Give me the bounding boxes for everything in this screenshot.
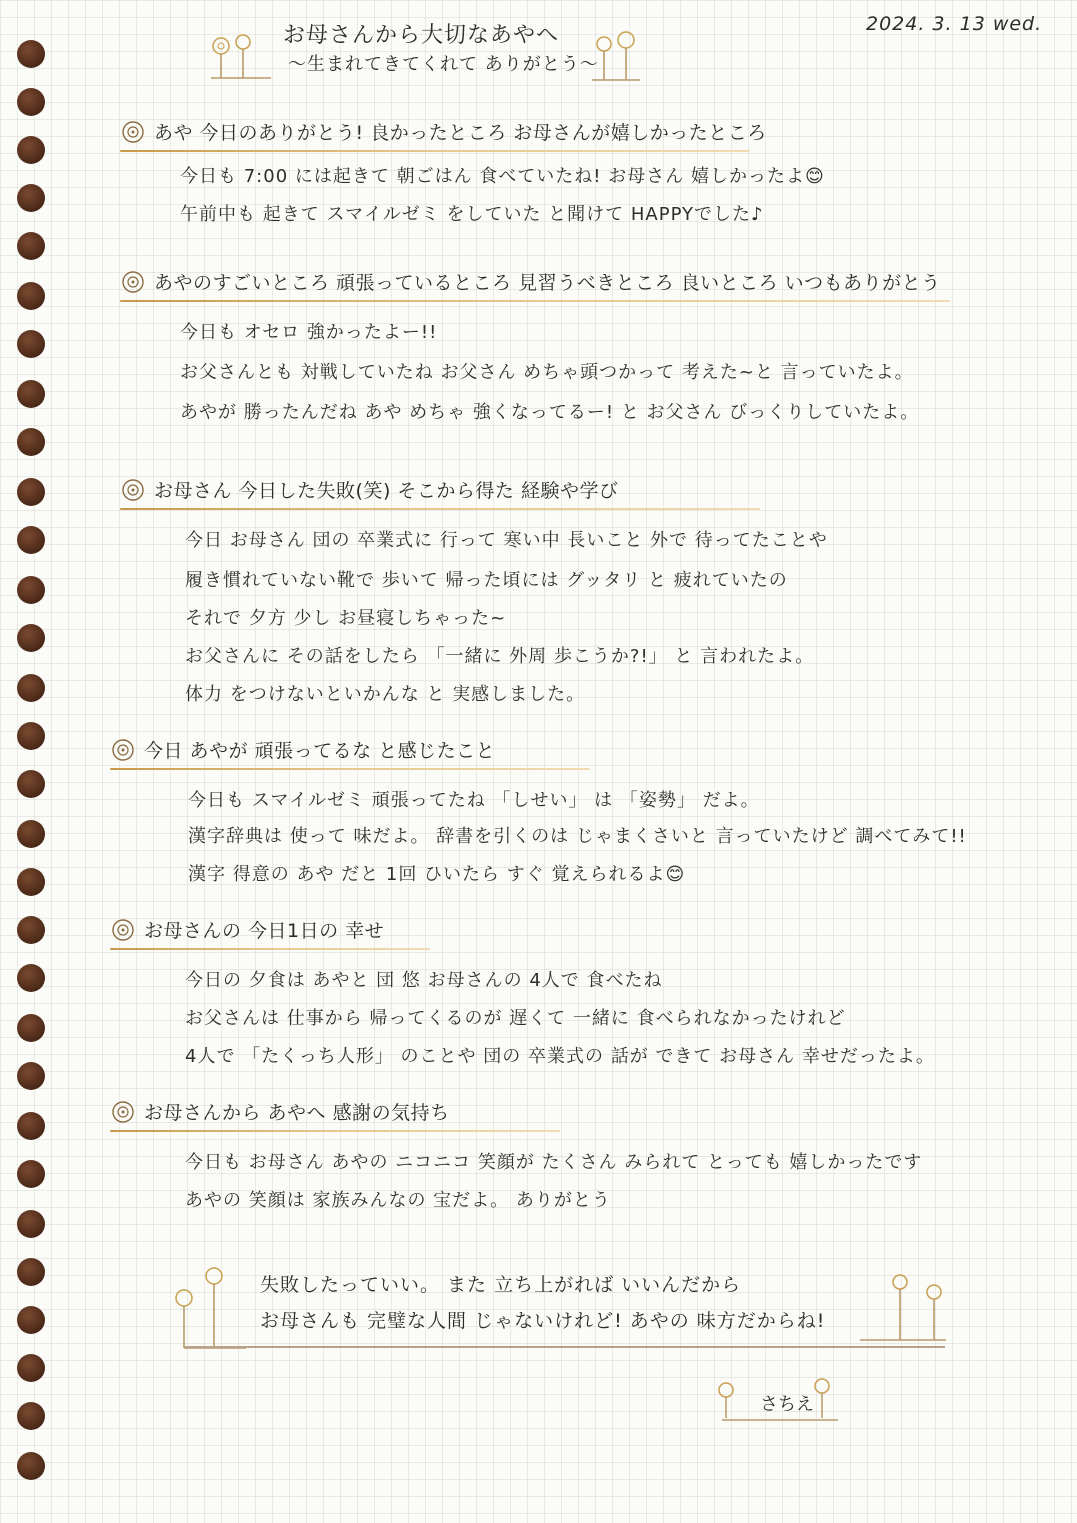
body-line: 4人で 「たくっち人形」 のことや 団の 卒業式の 話が できて お母さん 幸せだったよ。 xyxy=(185,1046,935,1067)
heading-underline xyxy=(120,300,950,302)
flower-doodle-icon xyxy=(168,1262,248,1357)
binder-hole xyxy=(17,478,45,506)
entry-date: 2024. 3. 13 wed. xyxy=(866,13,1043,35)
binder-hole xyxy=(17,1112,45,1140)
section-heading-3 xyxy=(120,476,618,503)
page-title: お母さんから大切なあやへ xyxy=(283,23,560,48)
section-heading-text: お母さん 今日した失敗(笑) そこから得た 経験や学び xyxy=(154,480,619,502)
body-line: それで 夕方 少し お昼寝しちゃった~ xyxy=(185,608,507,629)
binder-hole xyxy=(17,820,45,848)
closing-line-1: 失敗したっていい。 また 立ち上がれば いいんだから xyxy=(260,1274,742,1296)
closing-line-2: お母さんも 完璧な人間 じゃないけれど! あやの 味方だからね! xyxy=(260,1310,826,1332)
binder-hole xyxy=(17,184,45,212)
section-heading-text: あやのすごいところ 頑張っているところ 見習うべきところ 良いところ いつもありがとう xyxy=(154,272,941,294)
body-line: お父さんに その話をしたら 「一緒に 外周 歩こうか?!」 と 言われたよ。 xyxy=(185,646,815,667)
body-line: あやが 勝ったんだね あや めちゃ 強くなってるー! と お父さん びっくりしていたよ。 xyxy=(180,402,920,423)
binder-hole xyxy=(17,916,45,944)
page-subtitle: 〜生まれてきてくれて ありがとう〜 xyxy=(288,54,599,75)
binder-hole xyxy=(17,40,45,68)
body-line: 今日も オセロ 強かったよー!! xyxy=(180,322,438,343)
binder-hole xyxy=(17,964,45,992)
binder-hole xyxy=(17,428,45,456)
binder-hole xyxy=(17,1062,45,1090)
signature: さちえ xyxy=(760,1394,814,1415)
binder-hole xyxy=(17,1306,45,1334)
binder-hole xyxy=(17,88,45,116)
section-heading-text: お母さんから あやへ 感謝の気持ち xyxy=(144,1102,450,1124)
flower-doodle-icon xyxy=(860,1270,950,1355)
body-line: あやの 笑顔は 家族みんなの 宝だよ。 ありがとう xyxy=(185,1190,611,1211)
section-heading-5 xyxy=(110,916,384,943)
binder-hole xyxy=(17,1452,45,1480)
binder-hole xyxy=(17,232,45,260)
body-line: 午前中も 起きて スマイルゼミ をしていた と聞けて HAPPYでした♪ xyxy=(180,204,764,225)
spiral-bullet-icon xyxy=(110,737,136,763)
binder-hole xyxy=(17,330,45,358)
section-heading-4 xyxy=(110,736,495,763)
body-line: 今日の 夕食は あやと 団 悠 お母さんの 4人で 食べたね xyxy=(185,970,663,991)
binder-hole xyxy=(17,868,45,896)
spiral-bullet-icon xyxy=(120,477,146,503)
section-heading-2 xyxy=(120,268,941,295)
binder-hole xyxy=(17,722,45,750)
section-heading-text: 今日 あやが 頑張ってるな と感じたこと xyxy=(144,740,496,762)
binder-hole xyxy=(17,526,45,554)
body-line: お父さんは 仕事から 帰ってくるのが 遅くて 一緒に 食べられなかったけれど xyxy=(185,1008,846,1029)
section-heading-text: お母さんの 今日1日の 幸せ xyxy=(144,920,385,942)
binder-hole xyxy=(17,1354,45,1382)
binder-hole xyxy=(17,282,45,310)
body-line: 漢字辞典は 使って 味だよ。 辞書を引くのは じゃまくさいと 言っていたけど 調べてみて!! xyxy=(188,826,967,847)
binder-hole xyxy=(17,1160,45,1188)
binder-hole xyxy=(17,136,45,164)
binder-hole xyxy=(17,576,45,604)
binder-hole xyxy=(17,624,45,652)
body-line: 今日も 7:00 には起きて 朝ごはん 食べていたね! お母さん 嬉しかったよ😊 xyxy=(180,166,825,187)
spiral-bullet-icon xyxy=(120,269,146,295)
section-heading-1 xyxy=(120,118,767,145)
flower-doodle-icon xyxy=(205,28,275,90)
closing-underline xyxy=(185,1346,945,1348)
binder-hole xyxy=(17,674,45,702)
body-line: 履き慣れていない靴で 歩いて 帰った頃には グッタリ と 疲れていたの xyxy=(185,570,788,591)
body-line: 今日も スマイルゼミ 頑張ってたね 「しせい」 は 「姿勢」 だよ。 xyxy=(188,790,760,811)
binder-hole xyxy=(17,1210,45,1238)
binder-holes xyxy=(0,0,70,1523)
body-line: 今日 お母さん 団の 卒業式に 行って 寒い中 長いこと 外で 待ってたことや xyxy=(185,530,828,551)
binder-hole xyxy=(17,380,45,408)
heading-underline xyxy=(120,150,750,152)
heading-underline xyxy=(110,768,590,770)
body-line: 今日も お母さん あやの ニコニコ 笑顔が たくさん みられて とっても 嬉しかったです xyxy=(185,1152,923,1173)
heading-underline xyxy=(110,1130,560,1132)
spiral-bullet-icon xyxy=(120,119,146,145)
heading-underline xyxy=(110,948,430,950)
binder-hole xyxy=(17,1014,45,1042)
flower-doodle-icon xyxy=(590,28,650,90)
body-line: 体力 をつけないといかんな と 実感しました。 xyxy=(185,684,586,705)
spiral-bullet-icon xyxy=(110,917,136,943)
body-line: お父さんとも 対戦していたね お父さん めちゃ頭つかって 考えた~と 言っていたよ。 xyxy=(180,362,914,383)
spiral-bullet-icon xyxy=(110,1099,136,1125)
heading-underline xyxy=(120,508,760,510)
binder-hole xyxy=(17,770,45,798)
section-heading-text: あや 今日のありがとう! 良かったところ お母さんが嬉しかったところ xyxy=(154,122,767,144)
section-heading-6 xyxy=(110,1098,450,1125)
body-line: 漢字 得意の あや だと 1回 ひいたら すぐ 覚えられるよ😊 xyxy=(188,864,686,885)
binder-hole xyxy=(17,1402,45,1430)
binder-hole xyxy=(17,1258,45,1286)
